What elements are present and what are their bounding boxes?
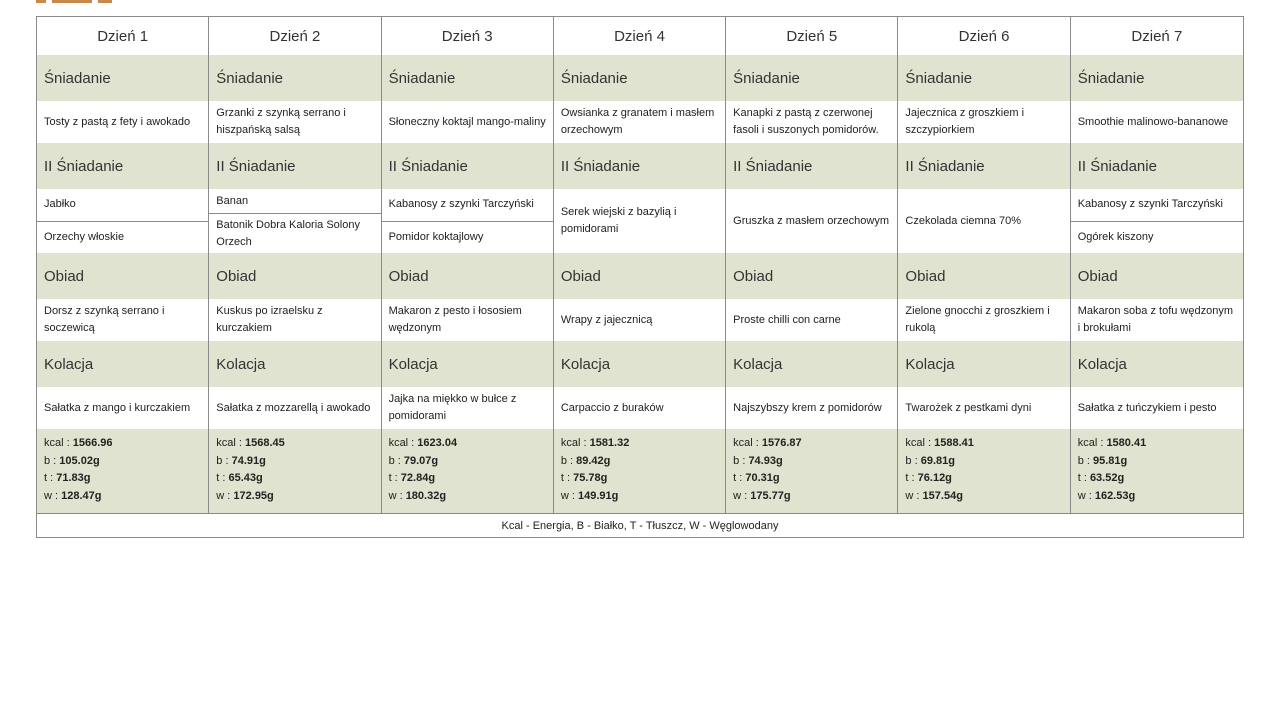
lunch-item-day-4: Wrapy z jajecznicą: [554, 299, 726, 341]
nutrition-kcal-value: 1568.45: [245, 437, 285, 449]
nutrition-w-value: 172.95g: [233, 489, 274, 502]
lunch-item-day-1: Dorsz z szynką serrano i soczewicą: [37, 299, 209, 341]
nutrition-summary-day-3: [382, 429, 554, 513]
day-header-day-7: Dzień 7: [1071, 17, 1243, 55]
lunch-header-day-6: Obiad: [898, 253, 1070, 299]
second-breakfast-header-day-7: II Śniadanie: [1071, 143, 1243, 189]
nutrition-b-value: 69.81g: [920, 454, 955, 467]
nutrition-w-value: 180.32g: [405, 489, 447, 502]
dinner-item-day-1: Sałatka z mango i kurczakiem: [37, 387, 209, 429]
nutrition-w-label: w :: [44, 489, 62, 502]
nutrition-b-value: 95.81g: [1093, 454, 1128, 467]
second-breakfast-items-day-5: [726, 189, 898, 253]
day-header-day-3: Dzień 3: [382, 17, 554, 55]
breakfast-item-day-4: Owsianka z granatem i masłem orzechowym: [554, 101, 726, 143]
nutrition-w-label: w :: [388, 489, 406, 502]
lunch-item-day-5: Proste chilli con carne: [726, 299, 898, 341]
nutrition-w-value: 128.47g: [61, 489, 102, 502]
second-breakfast-header-day-1: II Śniadanie: [37, 143, 209, 189]
nutrition-kcal: [1078, 435, 1236, 453]
second-breakfast-items-day-3: [382, 189, 554, 253]
breakfast-header-day-7: Śniadanie: [1071, 55, 1243, 101]
nutrition-kcal-value: 1588.41: [934, 437, 974, 449]
nutrition-w: [216, 488, 373, 506]
nutrition-t: [44, 470, 201, 488]
nutrition-t-value: 63.52g: [1089, 472, 1125, 484]
breakfast-header-day-3: Śniadanie: [382, 55, 554, 101]
second-breakfast-item: Serek wiejski z bazylią i pomidorami: [560, 206, 677, 235]
nutrition-kcal: [216, 435, 373, 453]
second-breakfast-items-day-2: [209, 189, 381, 253]
nutrition-summary-day-5: [726, 429, 898, 513]
nutrition-b-label: b :: [905, 454, 921, 467]
nutrition-b: [1078, 453, 1236, 471]
nutrition-kcal-label: kcal :: [905, 437, 935, 449]
dinner-header-day-6: Kolacja: [898, 341, 1070, 387]
nutrition-t: [905, 470, 1062, 488]
lunch-header-day-5: Obiad: [726, 253, 898, 299]
nutrition-b-label: b :: [560, 454, 577, 467]
nutrition-b: [905, 453, 1062, 471]
nutrition-b-value: 89.42g: [576, 454, 611, 467]
nutrition-w-value: 175.77g: [750, 489, 791, 502]
nutrition-t: [733, 470, 890, 488]
nutrition-t-label: t :: [388, 472, 401, 484]
nutrition-w: [1078, 488, 1236, 506]
nutrition-w-label: w :: [905, 489, 923, 502]
dinner-item-day-4: Carpaccio z buraków: [554, 387, 726, 429]
second-breakfast-items-day-6: [898, 189, 1070, 253]
nutrition-w: [561, 488, 718, 506]
dinner-header-day-2: Kolacja: [209, 341, 381, 387]
dinner-item-day-2: Sałatka z mozzarellą i awokado: [209, 387, 381, 429]
nutrition-t-value: 75.78g: [573, 472, 608, 484]
second-breakfast-items-day-7: [1071, 189, 1243, 253]
nutrition-w-value: 157.54g: [922, 489, 963, 502]
second-breakfast-header-day-3: II Śniadanie: [382, 143, 554, 189]
meal-plan-grid: [37, 17, 1243, 513]
nutrition-summary-day-4: [554, 429, 726, 513]
nutrition-t: [1078, 470, 1236, 488]
second-breakfast-item: Kabanosy z szynki Tarczyński: [388, 198, 534, 211]
breakfast-header-day-6: Śniadanie: [898, 55, 1070, 101]
second-breakfast-header-day-2: II Śniadanie: [209, 143, 381, 189]
second-breakfast-item: Ogórek kiszony: [1071, 221, 1243, 254]
dinner-item-day-7: Sałatka z tuńczykiem i pesto: [1071, 387, 1243, 429]
second-breakfast-item: Kabanosy z szynki Tarczyński: [1077, 198, 1224, 211]
lunch-item-day-6: Zielone gnocchi z groszkiem i rukolą: [898, 299, 1070, 341]
nutrition-b-value: 74.93g: [748, 454, 783, 467]
breakfast-header-day-1: Śniadanie: [37, 55, 209, 101]
nutrition-w-label: w :: [560, 489, 578, 502]
breakfast-item-day-7: Smoothie malinowo-bananowe: [1071, 101, 1243, 143]
dinner-item-day-5: Najszybszy krem z pomidorów: [726, 387, 898, 429]
nutrition-b-label: b :: [1077, 454, 1093, 467]
second-breakfast-item: Orzechy włoskie: [37, 221, 208, 254]
nutrition-w-value: 162.53g: [1094, 489, 1136, 502]
nutrition-kcal: [733, 435, 890, 453]
nutrition-b: [561, 453, 718, 471]
nutrition-kcal-value: 1581.32: [589, 437, 630, 449]
nutrition-kcal: [905, 435, 1062, 453]
nutrition-t-value: 70.31g: [745, 472, 780, 484]
nutrition-b-label: b :: [216, 454, 232, 467]
breakfast-header-day-5: Śniadanie: [726, 55, 898, 101]
nutrition-kcal-label: kcal :: [44, 437, 73, 449]
nutrition-kcal-label: kcal :: [388, 437, 418, 449]
nutrition-kcal-value: 1623.04: [417, 437, 458, 449]
nutrition-summary-day-6: [898, 429, 1070, 513]
nutrition-t: [389, 470, 546, 488]
nutrition-b: [216, 453, 373, 471]
nutrition-b: [44, 453, 201, 471]
breakfast-item-day-3: Słoneczny koktajl mango-maliny: [382, 101, 554, 143]
nutrition-t-label: t :: [905, 472, 918, 484]
second-breakfast-item: Czekolada ciemna 70%: [905, 214, 1021, 227]
second-breakfast-item: Pomidor koktajlowy: [382, 221, 553, 254]
second-breakfast-header-day-6: II Śniadanie: [898, 143, 1070, 189]
nutrition-t-label: t :: [560, 472, 574, 484]
dinner-header-day-4: Kolacja: [554, 341, 726, 387]
nutrition-w: [389, 488, 546, 506]
nutrition-kcal: [389, 435, 546, 453]
nutrition-kcal-label: kcal :: [216, 437, 246, 449]
nutrition-w: [905, 488, 1062, 506]
nutrition-kcal-label: kcal :: [1077, 437, 1107, 449]
nutrition-w: [44, 488, 201, 506]
second-breakfast-item: Gruszka z masłem orzechowym: [733, 214, 890, 227]
nutrition-t: [561, 470, 718, 488]
nutrition-summary-day-7: [1071, 429, 1243, 513]
nutrition-summary-day-2: [209, 429, 381, 513]
nutrition-b-label: b :: [44, 454, 60, 467]
breakfast-item-day-6: Jajecznica z groszkiem i szczypiorkiem: [898, 101, 1070, 143]
nutrition-kcal-value: 1580.41: [1106, 437, 1147, 449]
meal-plan-table: [36, 16, 1244, 538]
nutrition-t-value: 71.83g: [56, 472, 91, 484]
nutrition-t-label: t :: [216, 472, 229, 484]
nutrition-kcal: [44, 435, 201, 453]
second-breakfast-header-day-5: II Śniadanie: [726, 143, 898, 189]
nutrition-b-value: 74.91g: [231, 454, 266, 467]
lunch-header-day-2: Obiad: [209, 253, 381, 299]
nutrition-kcal-value: 1566.96: [72, 437, 113, 449]
lunch-item-day-7: Makaron soba z tofu wędzonym i brokułami: [1071, 299, 1243, 341]
lunch-header-day-1: Obiad: [37, 253, 209, 299]
breakfast-item-day-2: Grzanki z szynką serrano i hiszpańską salsą: [209, 101, 381, 143]
nutrition-t-value: 65.43g: [228, 472, 263, 484]
day-header-day-5: Dzień 5: [726, 17, 898, 55]
nutrition-t-label: t :: [1077, 472, 1090, 484]
day-header-day-4: Dzień 4: [554, 17, 726, 55]
nutrition-w: [733, 488, 890, 506]
breakfast-header-day-2: Śniadanie: [209, 55, 381, 101]
dinner-header-day-1: Kolacja: [37, 341, 209, 387]
nutrition-t-value: 72.84g: [400, 472, 436, 484]
legend-footer: Kcal - Energia, B - Białko, T - Tłuszcz, W - Węglowodany: [37, 513, 1243, 537]
nutrition-b-label: b :: [388, 454, 404, 467]
header-accent-line: [36, 0, 176, 3]
nutrition-b-value: 79.07g: [403, 454, 439, 467]
nutrition-b: [389, 453, 546, 471]
second-breakfast-items-day-4: [554, 189, 726, 253]
nutrition-t: [216, 470, 373, 488]
nutrition-kcal: [561, 435, 718, 453]
nutrition-kcal-label: kcal :: [733, 437, 762, 449]
lunch-header-day-4: Obiad: [554, 253, 726, 299]
dinner-header-day-5: Kolacja: [726, 341, 898, 387]
nutrition-w-label: w :: [733, 489, 751, 502]
second-breakfast-item: Banan: [216, 194, 249, 207]
dinner-header-day-3: Kolacja: [382, 341, 554, 387]
dinner-item-day-6: Twarożek z pestkami dyni: [898, 387, 1070, 429]
breakfast-item-day-5: Kanapki z pastą z czerwonej fasoli i suszonych pomidorów.: [726, 101, 898, 143]
nutrition-summary-day-1: [37, 429, 209, 513]
day-header-day-6: Dzień 6: [898, 17, 1070, 55]
lunch-header-day-3: Obiad: [382, 253, 554, 299]
day-header-day-1: Dzień 1: [37, 17, 209, 55]
lunch-item-day-2: Kuskus po izraelsku z kurczakiem: [209, 299, 381, 341]
dinner-header-day-7: Kolacja: [1071, 341, 1243, 387]
nutrition-b: [733, 453, 890, 471]
nutrition-kcal-value: 1576.87: [761, 437, 802, 449]
nutrition-w-label: w :: [1077, 489, 1095, 502]
second-breakfast-item: Jabłko: [44, 198, 76, 211]
breakfast-header-day-4: Śniadanie: [554, 55, 726, 101]
nutrition-t-label: t :: [44, 472, 57, 484]
second-breakfast-items-day-1: [37, 189, 209, 253]
nutrition-w-label: w :: [216, 489, 234, 502]
day-header-day-2: Dzień 2: [209, 17, 381, 55]
nutrition-b-label: b :: [733, 454, 749, 467]
breakfast-item-day-1: Tosty z pastą z fety i awokado: [37, 101, 209, 143]
nutrition-w-value: 149.91g: [577, 489, 619, 502]
dinner-item-day-3: Jajka na miękko w bułce z pomidorami: [382, 387, 554, 429]
second-breakfast-item: Batonik Dobra Kaloria Solony Orzech: [209, 213, 380, 253]
lunch-header-day-7: Obiad: [1071, 253, 1243, 299]
nutrition-t-label: t :: [733, 472, 746, 484]
nutrition-kcal-label: kcal :: [560, 437, 590, 449]
lunch-item-day-3: Makaron z pesto i łososiem wędzonym: [382, 299, 554, 341]
nutrition-t-value: 76.12g: [917, 472, 952, 484]
second-breakfast-header-day-4: II Śniadanie: [554, 143, 726, 189]
nutrition-b-value: 105.02g: [59, 454, 100, 467]
